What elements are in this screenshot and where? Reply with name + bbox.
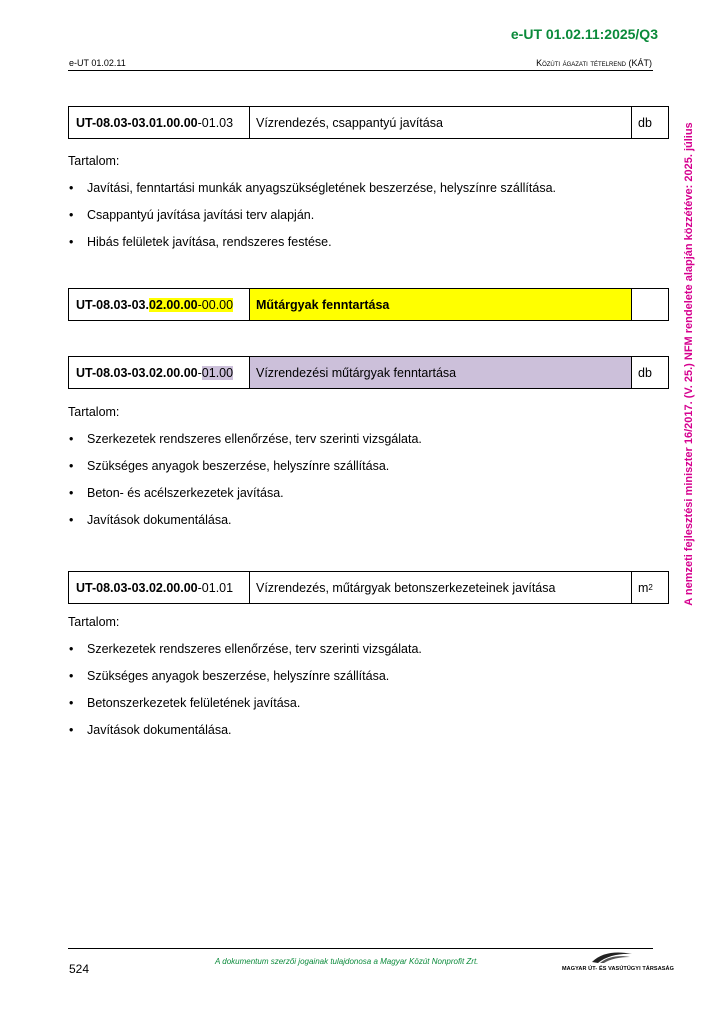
item-code-suffix: -01.03 bbox=[197, 115, 234, 130]
content-label: Tartalom: bbox=[68, 405, 120, 419]
list-item: • Csappantyú javítása javítási terv alapján. bbox=[68, 208, 556, 235]
section-code-suffix: -00.00 bbox=[197, 297, 234, 312]
section-code-prefix: UT-08.03-03. bbox=[76, 297, 149, 312]
road-swoosh-icon bbox=[562, 950, 656, 964]
section-unit bbox=[632, 289, 668, 320]
unit-base: m bbox=[638, 580, 649, 595]
list-item: • Szükséges anyagok beszerzése, helyszínre szállítása. bbox=[68, 459, 422, 486]
content-label: Tartalom: bbox=[68, 154, 120, 168]
item-code-main: UT-08.03-03.02.00.00 bbox=[76, 365, 198, 380]
header-document-id: e-UT 01.02.11 bbox=[69, 58, 126, 68]
item-code-main: UT-08.03-03.02.00.00 bbox=[76, 580, 198, 595]
unit-exponent: 2 bbox=[648, 583, 653, 592]
side-publication-note: A nemzeti fejlesztési miniszter 16/2017. (V. 25.) NFM rendelete alapján közzétéve: 2025. július bbox=[683, 122, 695, 606]
list-item: • Javítások dokumentálása. bbox=[68, 513, 422, 540]
header-divider bbox=[68, 70, 653, 71]
item-code-main: UT-08.03-03.01.00.00 bbox=[76, 115, 198, 130]
list-item: • Betonszerkezetek felületének javítása. bbox=[68, 696, 422, 723]
item-unit bbox=[632, 572, 668, 603]
content-bullet-list bbox=[68, 432, 422, 540]
logo-text: MAGYAR ÚT- ÉS VASÚTÜGYI TÁRSASÁG bbox=[562, 966, 674, 972]
item-description: Vízrendezési műtárgyak fenntartása bbox=[250, 357, 632, 388]
item-code-suffix: -01.01 bbox=[197, 580, 234, 595]
item-unit: db bbox=[638, 365, 652, 380]
list-item: • Szerkezetek rendszeres ellenőrzése, terv szerinti vizsgálata. bbox=[68, 642, 422, 669]
list-item: • Szerkezetek rendszeres ellenőrzése, terv szerinti vizsgálata. bbox=[68, 432, 422, 459]
list-item: • Javítások dokumentálása. bbox=[68, 723, 422, 750]
item-table-08-03-03-02-00-00-01-00 bbox=[68, 356, 669, 389]
item-table-08-03-03-02-00-00-01-01 bbox=[68, 571, 669, 604]
item-table-08-03-03-01-00-00-01-03 bbox=[68, 106, 669, 139]
item-unit: db bbox=[638, 115, 652, 130]
list-item: • Beton- és acélszerkezetek javítása. bbox=[68, 486, 422, 513]
content-bullet-list bbox=[68, 181, 556, 262]
item-description: Vízrendezés, műtárgyak betonszerkezeteinek javítása bbox=[250, 572, 632, 603]
section-table-mutargyak-fenntartasa bbox=[68, 288, 669, 321]
content-label: Tartalom: bbox=[68, 615, 120, 629]
document-code: e-UT 01.02.11:2025/Q3 bbox=[510, 26, 658, 42]
section-code bbox=[69, 289, 250, 320]
item-description: Vízrendezés, csappantyú javítása bbox=[250, 107, 632, 138]
copyright-notice: A dokumentum szerzői jogainak tulajdonosa a Magyar Közút Nonprofit Zrt. bbox=[215, 957, 479, 966]
header-document-title: Közúti ágazati tételrend (KÁT) bbox=[536, 58, 652, 68]
item-code bbox=[69, 572, 250, 603]
list-item: • Szükséges anyagok beszerzése, helyszínre szállítása. bbox=[68, 669, 422, 696]
footer-divider bbox=[68, 948, 653, 949]
page-number: 524 bbox=[69, 962, 90, 976]
section-title: Műtárgyak fenntartása bbox=[250, 289, 632, 320]
item-code bbox=[69, 357, 250, 388]
item-code-highlight: 01.00 bbox=[201, 365, 234, 380]
company-logo bbox=[562, 950, 674, 972]
list-item: • Javítási, fenntartási munkák anyagszükségletének beszerzése, helyszínre szállítása. bbox=[68, 181, 556, 208]
item-code-dash: - bbox=[197, 365, 202, 380]
content-bullet-list bbox=[68, 642, 422, 750]
item-code bbox=[69, 107, 250, 138]
list-item: • Hibás felületek javítása, rendszeres festése. bbox=[68, 235, 556, 262]
section-code-highlight: 02.00.00 bbox=[148, 297, 198, 312]
